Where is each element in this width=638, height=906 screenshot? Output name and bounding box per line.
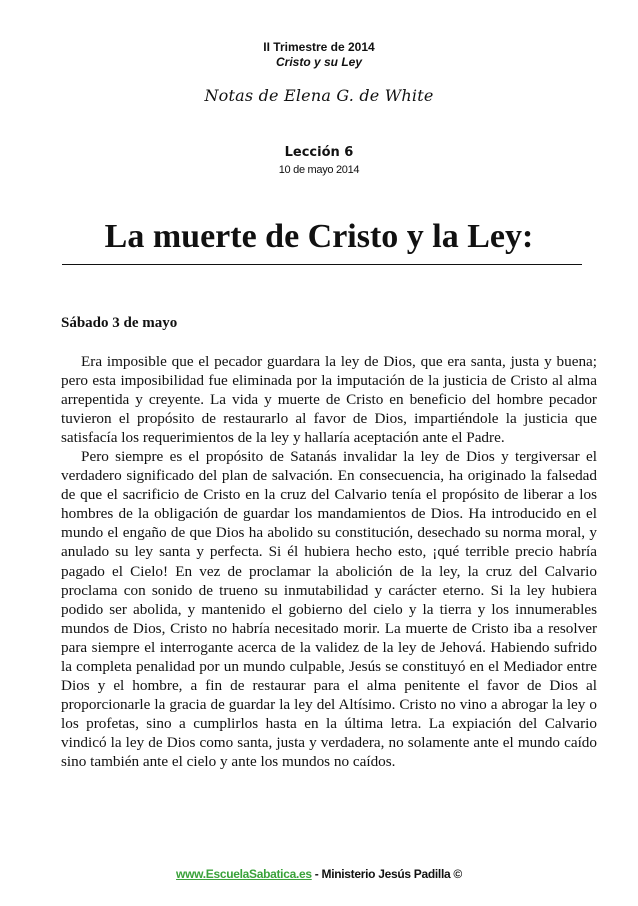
website-link[interactable]: www.EscuelaSabatica.es [176,867,312,881]
title-underline [62,264,582,265]
quarter-label: II Trimestre de 2014 [263,40,375,54]
paragraph: Pero siempre es el propósito de Satanás invalidar la ley de Dios y tergiversar el verdadero significado del plan de salvación. En consecuencia, ha originado la falsedad de que el sacrificio de Cristo en la cruz del Calvario tenía el propósito de liberar a los hombres de la obligación de guardar los mandamientos de Dios. Ha introducido en el mundo el engaño de que Dios ha abolido su constitución, desechado su norma moral, y anulado su ley santa y perfecta. Si él hubiera hecho esto, ¡qué terrible precio habría pagado el Cielo! En vez de proclamar la abolición de la ley, la cruz del Calvario proclama con sonido de trueno su inmutabilidad y carácter eterno. Si la ley hubiera podido ser abolida, y mantenido el gobierno del cielo y la tierra y los innumerables mundos de Dios, Cristo no habría necesitado morir. La muerte de Cristo iba a resolver para siempre el interrogante acerca de la validez de la ley de Jehová. Habiendo sufrido la completa penalidad por un mundo culpable, Jesús se constituyó en el Mediador entre Dios y el hombre, a fin de restaurar para el alma penitente el favor de Dios al proporcionarle la gracia de guardar la ley del Altísimo. Cristo no vino a abrogar la ley o los profetas, sino a cumplirlos hasta en la última letra. La expiación del Calvario vindicó la ley de Dios como santa, justa y verdadera, no solamente ante el mundo caído sino también ante el cielo y ante los mundos no caídos. [61,448,597,770]
paragraph: Era imposible que el pecador guardara la ley de Dios, que era santa, justa y buena; pero esta imposibilidad fue eliminada por la imputación de la justicia de Cristo al alma arrepentida y creyente. La vida y muerte de Cristo en beneficio del hombre pecador tuvieron el propósito de restaurarlo al favor de Dios, impartiéndole la justicia que satisfacía los requerimientos de la ley y hallaría aceptación ante el Padre. [61,353,597,447]
lesson-date: 10 de mayo 2014 [278,164,360,176]
body-text [61,352,597,771]
notes-heading: Notas de Elena G. de White [204,86,434,105]
series-label: Cristo y su Ley [275,55,363,69]
day-heading: Sábado 3 de mayo [61,315,178,331]
page-title: La muerte de Cristo y la Ley: [104,218,534,255]
footer-credit: - Ministerio Jesús Padilla © [311,867,462,881]
lesson-number: Lección 6 [284,145,354,160]
page-footer [0,867,638,881]
